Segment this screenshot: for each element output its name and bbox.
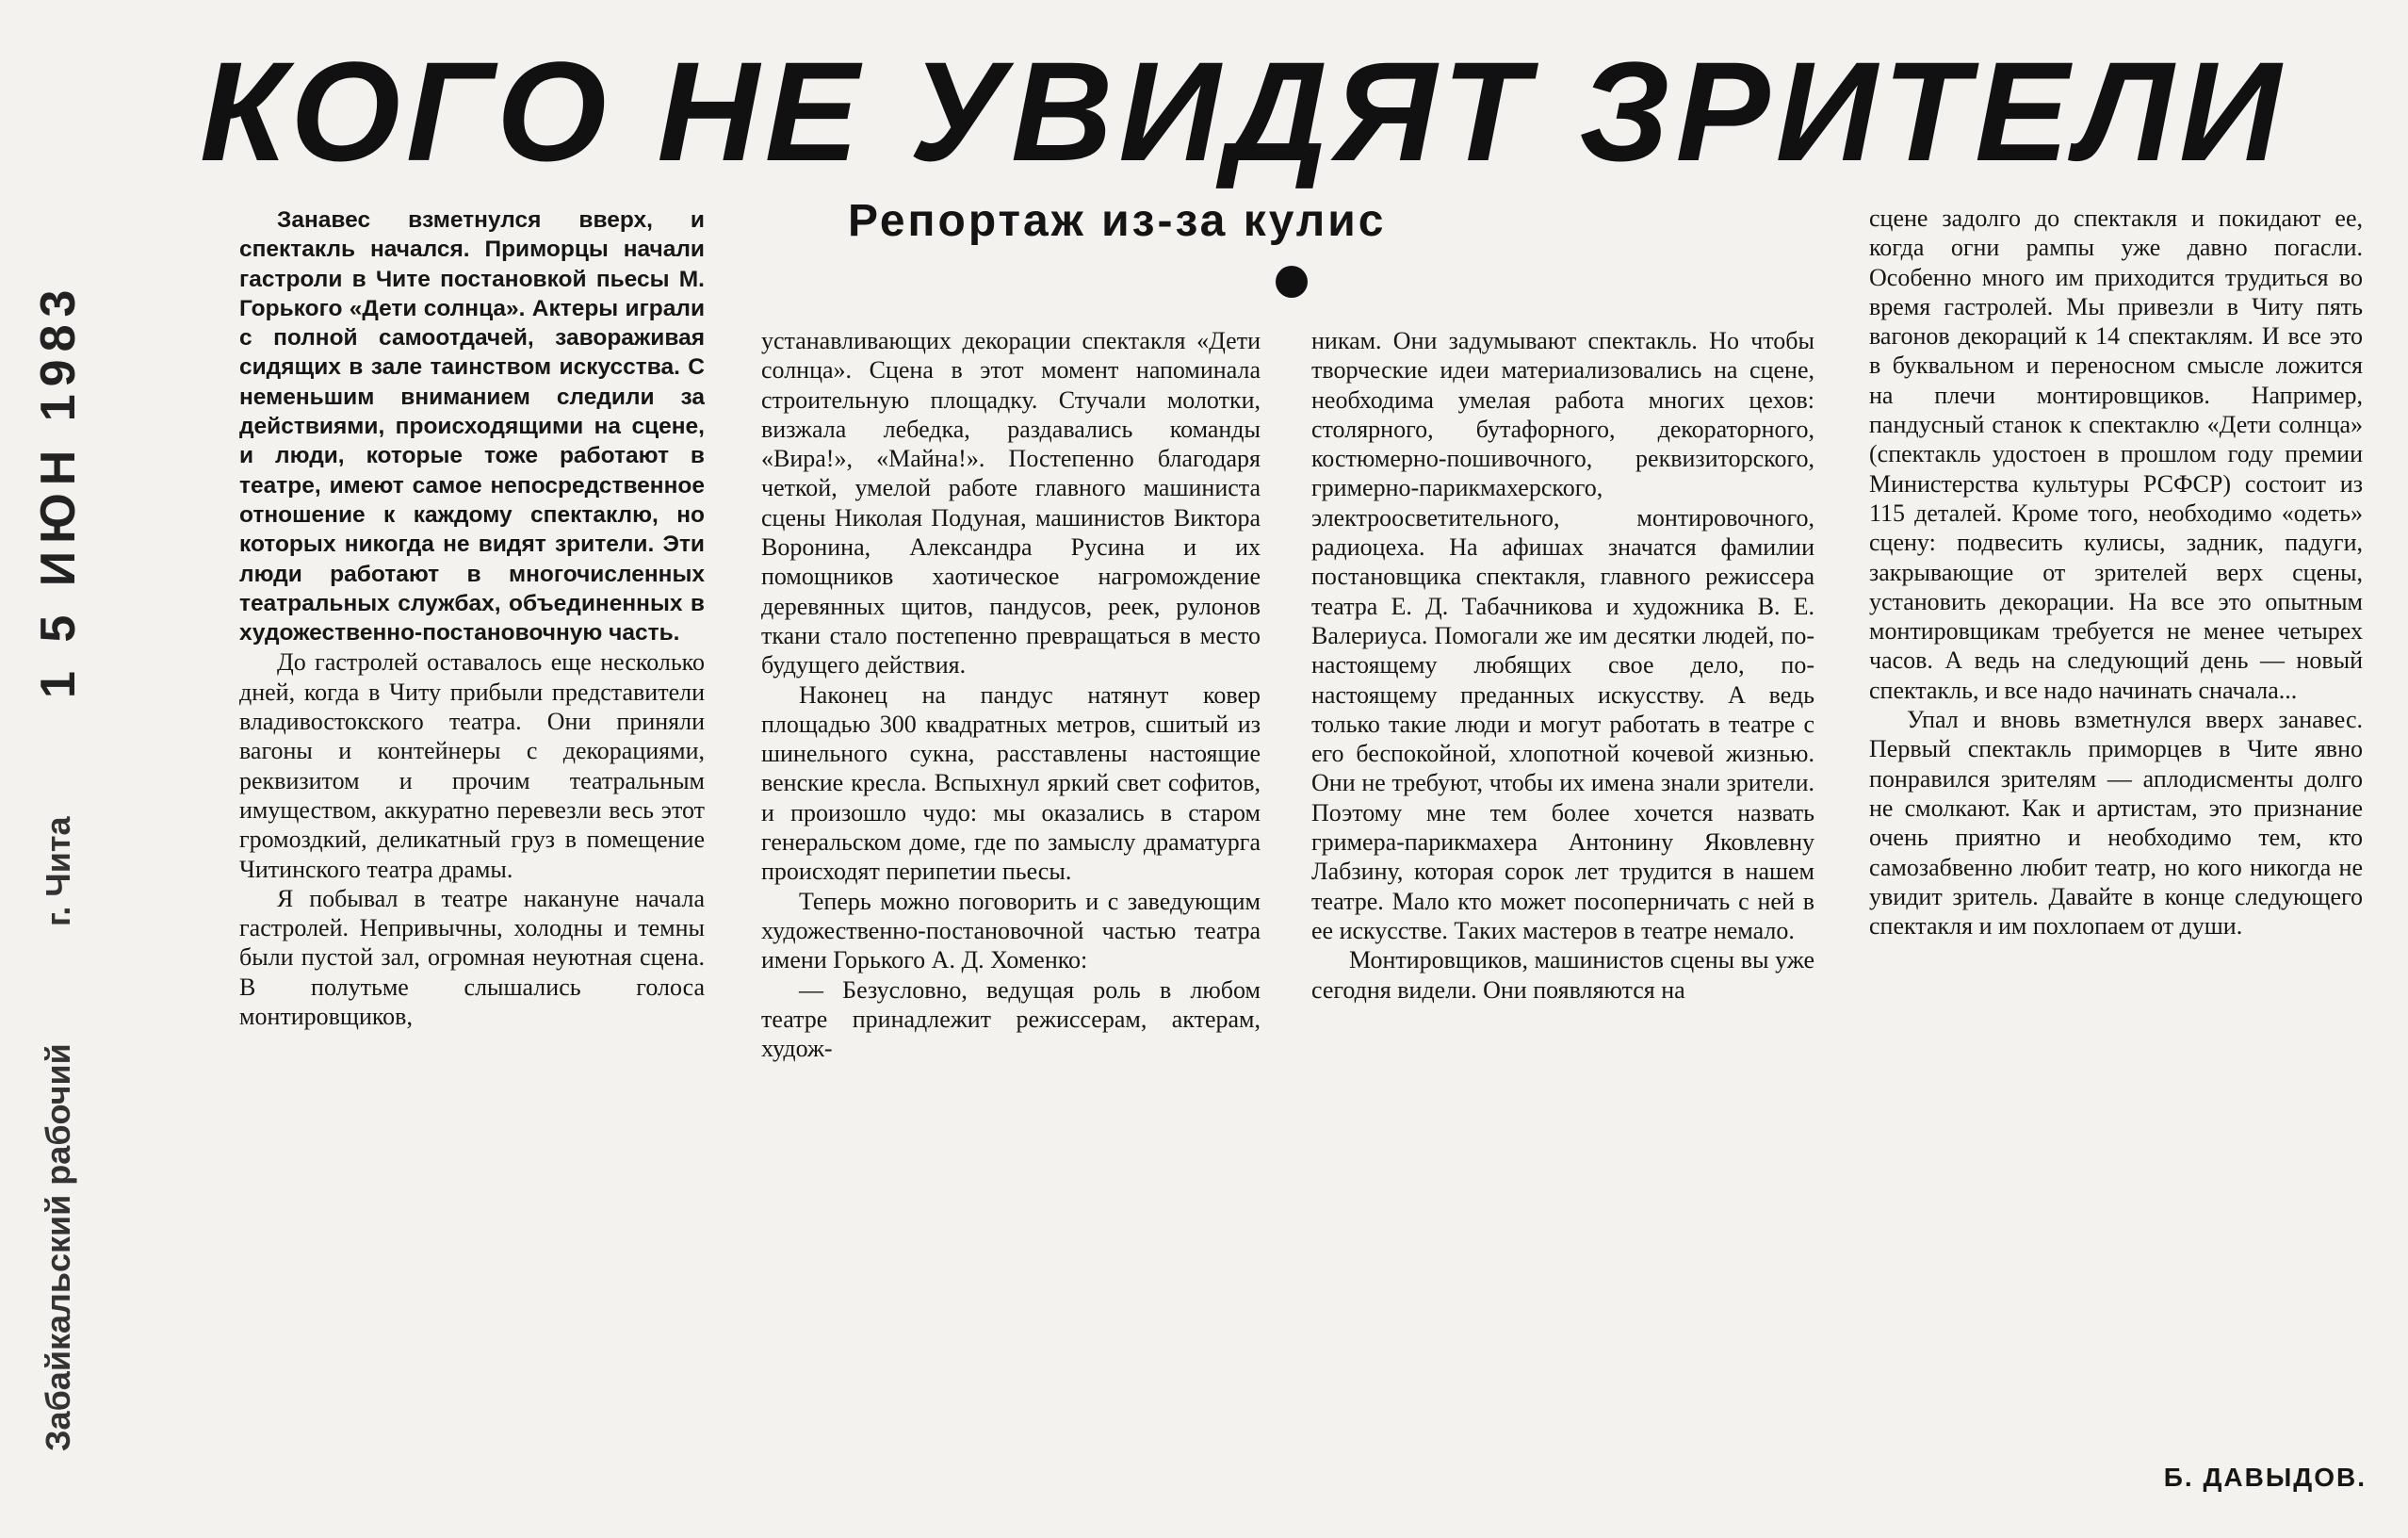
paragraph: устанавливающих декорации спектакля «Дети солнца». Сцена в этот момент напоминала строительную площадку. Стучали молотки, визжала лебедка, раздавались команды «Вира!», «Майна!». Постепенно благодаря четкой, умелой работе главного машиниста сцены Николая Подуная, машинистов Виктора Воронина, Александра Русина и их помощников хаотическое нагромождение деревянных щитов, пандусов, реек, рулонов ткани стало постепенно превращаться в место будущего действия.: [761, 327, 1261, 679]
paragraph: Наконец на пандус натянут ковер площадью 300 квадратных метров, сшитый из шинельного сукна, расставлены настоящие венские кресла. Вспыхнул яркий свет софитов, и произошло чудо: мы оказались в старом генеральском доме, где по замыслу драматурга происходят перипетии пьесы.: [761, 680, 1261, 886]
author-signature: Б. ДАВЫДОВ.: [2163, 1463, 2367, 1492]
clipping-sidebar: [24, 283, 175, 1451]
lead-paragraph: Занавес взметнулся вверх, и спектакль начался. Приморцы начали гастроли в Чите постановкой пьесы М. Горького «Дети солнца». Актеры играли с полной самоотдачей, завораживая сидящих в зале таинством искусства. С неменьшим вниманием следили за действиями, происходящими на сцене, и люди, которые тоже работают в театре, имеют самое непосредственное отношение к каждому спектаклю, но которых никогда не видят зрители. Эти люди работают в многочисленных театральных службах, объединенных в художественно-постановочную часть.: [239, 207, 705, 646]
date-stamp: 1 5 ИЮН 1983: [31, 283, 86, 699]
city-name: г. Чита: [39, 816, 77, 926]
paragraph: сцене задолго до спектакля и покидают ее, когда огни рампы уже давно погасли. Особенно много им приходится трудиться во время гастролей. Мы привезли в Читу пять вагонов декораций к 14 спектаклям. И все это в буквальном и переносном смысле ложится на плечи монтировщиков. Например, пандусный станок к спектаклю «Дети солнца» (спектакль удостоен в прошлом году премии Министерства культуры РСФСР) состоит из 115 деталей. Кроме того, необходимо «одеть» сцену: подвесить кулисы, задник, падуги, закрывающие от зрителей верх сцены, установить декорации. На все это опытным монтировщикам требуется не менее четырех часов. А ведь на следующий день — новый спектакль, и все надо начинать сначала...: [1869, 205, 2363, 704]
column-2: [761, 326, 1261, 1497]
column-1: [239, 205, 705, 1497]
paragraph: никам. Они задумывают спектакль. Но чтобы творческие идеи материализовались на сцене, необходима умелая работа многих цехов: столярного, бутафорного, декораторного, костюмерно-пошивочного, реквизиторского, гримерно-парикмахерского, электроосветительного, монтировочного, радиоцеха. На афишах значатся фамилии постановщика спектакля, главного режиссера театра Е. Д. Табачникова и художника В. Е. Валериуса. Помогали же им десятки людей, по-настоящему любящих свое дело, по-настоящему преданных искусству. А ведь только такие люди и могут работать в театре с его беспокойной, хлопотной кочевой жизнью. Они не требуют, чтобы их имена знали зрители. Поэтому мне тем более хочется назвать гримера-парикмахера Антонину Яковлевну Лабзину, которая сорок лет трудится в нашем театре. Мало кто может посоперничать с ней в ее искусстве. Таких мастеров в театре немало.: [1311, 327, 1814, 944]
paragraph: Теперь можно поговорить и с заведующим художественно-постановочной частью театра имени Горького А. Д. Хоменко:: [761, 887, 1261, 974]
subheadline: Репортаж из-за кулис: [848, 196, 1387, 246]
paragraph: Упал и вновь взметнулся вверх занавес. Первый спектакль приморцев в Чите явно понравился зрителям — аплодисменты долго не смолкают. Как и артистам, это признание очень приятно и необходимо тем, кто самозабвенно любит театр, но кого никогда не увидит зритель. Давайте в конце следующего спектакля и им похлопаем от души.: [1869, 706, 2363, 941]
column-3: [1311, 326, 1814, 1497]
paragraph: Я побывал в театре накануне начала гастролей. Непривычны, холодны и темны были пустой зал, огромная неуютная сцена. В полутьме слышались голоса монтировщиков,: [239, 884, 705, 1031]
newspaper-name: Забайкальский рабочий: [39, 1043, 77, 1451]
paragraph: — Безусловно, ведущая роль в любом театре принадлежит режиссерам, актерам, худож-: [761, 975, 1261, 1063]
bullet-dot-icon: [1276, 266, 1308, 298]
headline: КОГО НЕ УВИДЯТ ЗРИТЕЛИ: [200, 32, 2286, 190]
paragraph: До гастролей оставалось еще несколько дней, когда в Читу прибыли представители владивостокского театра. Они приняли вагоны и контейнеры с декорациями, реквизитом и прочим театральным имуществом, аккуратно перевезли весь этот громоздкий, деликатный груз в помещение Читинского театра драмы.: [239, 648, 705, 883]
column-4: [1869, 204, 2363, 1466]
paragraph: Монтировщиков, машинистов сцены вы уже сегодня видели. Они появляются на: [1311, 946, 1814, 1004]
